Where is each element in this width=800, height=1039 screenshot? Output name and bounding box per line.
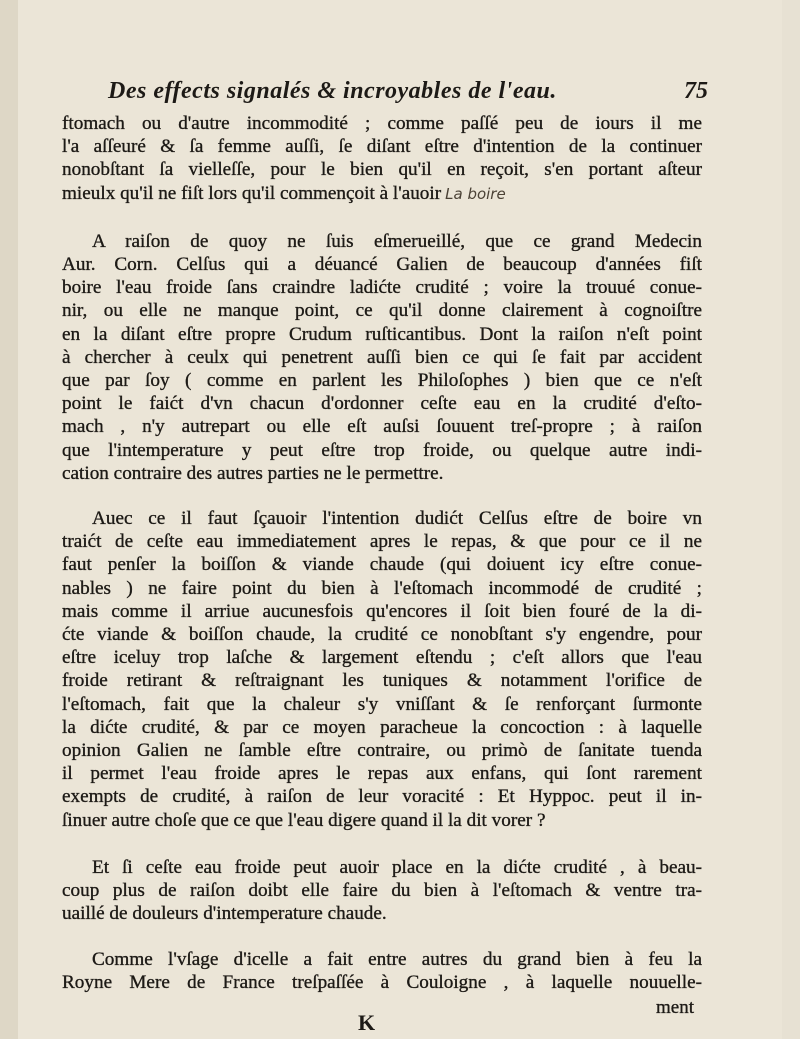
paragraph-3 [62, 507, 702, 832]
text-line: Comme l'vſage d'icelle a fait entre autres du grand bien à feu la [92, 948, 702, 970]
body-text [62, 112, 702, 994]
text-line: point le faićt d'vn chacun d'ordonner ceſte eau en la crudité d'eſto- [62, 393, 702, 415]
text-line: ćte viande & boiſſon chaude, la crudité ce nonobſtant s'y engendre, pour [62, 624, 702, 646]
text-line: mach , n'y autrepart ou elle eſt auſsi ſouuent treſ-propre ; à raiſon [62, 416, 702, 438]
paragraph-2 [62, 230, 702, 485]
text-line: ftomach ou d'autre incommodité ; comme paſſé peu de iours il me [62, 113, 702, 134]
text-line: que par ſoy ( comme en parlent les Philoſophes ) bien que ce n'eſt [62, 370, 702, 392]
text-line: opinion Galien ne ſamble eſtre contraire, ou primò de ſanitate tuenda [62, 740, 702, 762]
text-line: à chercher à ceulx qui penetrent auſſi bien ce qui ſe fait par accident [62, 346, 702, 368]
text-line-with-note [62, 182, 702, 206]
text-line: traićt de ceſte eau immediatement apres le repas, & que pour ce il ne [62, 531, 702, 553]
handwritten-note: La boire [445, 184, 506, 203]
catchword: ment [656, 997, 694, 1018]
page-edge [0, 0, 18, 1039]
text-line: nonobſtant ſa vielleſſe, pour le bien qu'il en reçoit, s'en portant aſteur [62, 159, 702, 181]
text-line: Auec ce il faut ſçauoir l'intention dudićt Celſus eſtre de boire vn [92, 508, 702, 530]
signature-mark: K [358, 1010, 376, 1035]
text-line: froide retirant & reſtraignant les tuniques & notamment l'orifice de [62, 670, 702, 692]
text-line: A raiſon de quoy ne ſuis eſmerueillé, que ce grand Medecin [92, 230, 702, 252]
paragraph-4 [62, 856, 702, 926]
paragraph-1 [62, 112, 702, 206]
text-line: l'a aſſeuré & ſa femme auſſi, ſe diſant eſtre d'intention de la continuer [62, 136, 702, 158]
text-line: Aur. Corn. Celſus qui a déuancé Galien de beaucoup d'années fiſt [62, 254, 702, 276]
text-line: Et ſi ceſte eau froide peut auoir place en la dićte crudité , à beau- [92, 856, 702, 878]
text-line: coup plus de raiſon doibt elle faire du bien à l'eſtomach & ventre tra- [62, 880, 702, 902]
paragraph-5 [62, 948, 702, 994]
text-line: boire l'eau froide ſans craindre ladićte crudité ; voire la trouué conue- [62, 277, 702, 299]
text-line: l'eſtomach, fait que la chaleur s'y vniſſant & ſe renforçant ſurmonte [62, 693, 702, 715]
text-line: faut penſer la boiſſon & viande chaude (qui doiuent icy eſtre conue- [62, 554, 702, 576]
text-line: uaillé de douleurs d'intemperature chaude. [62, 903, 387, 925]
text-line: mieulx qu'il ne fiſt lors qu'il commençoit à l'auoir [62, 182, 442, 204]
text-line: en la diſant eſtre propre Crudum ruſticantibus. Dont la raiſon n'eſt point [62, 323, 702, 345]
running-title: Des effects signalés & incroyables de l'eau. [108, 78, 557, 104]
text-line: mais comme il arriue aucunesfois qu'encores il ſoit bien fouré de la di- [62, 600, 702, 622]
text-line: il permet l'eau froide apres le repas aux enfans, qui ſont rarement [62, 763, 702, 785]
text-line: eſtre iceluy trop laſche & largement eſtendu ; c'eſt allors que l'eau [62, 647, 702, 669]
book-page [18, 0, 782, 1039]
text-line: que l'intemperature y peut eſtre trop froide, ou quelque autre indi- [62, 439, 702, 461]
text-line: cation contraire des autres parties ne le permettre. [62, 462, 444, 484]
text-line: nables ) ne faire point du bien à l'eſtomach incommodé de crudité ; [62, 577, 702, 599]
text-line: Royne Mere de France treſpaſſée à Couloigne , à laquelle nouuelle- [62, 971, 702, 993]
text-line: exempts de crudité, à raiſon de leur voracité : Et Hyppoc. peut il in- [62, 786, 702, 808]
page-number: 75 [684, 78, 708, 104]
text-line: la dićte crudité, & par ce moyen paracheue la concoction : à laquelle [62, 716, 702, 738]
text-line: ſinuer autre choſe que ce que l'eau digere quand il la dit vorer ? [62, 809, 546, 831]
text-line: nir, ou elle ne manque point, ce qu'il donne clairement à cognoiſtre [62, 300, 702, 322]
